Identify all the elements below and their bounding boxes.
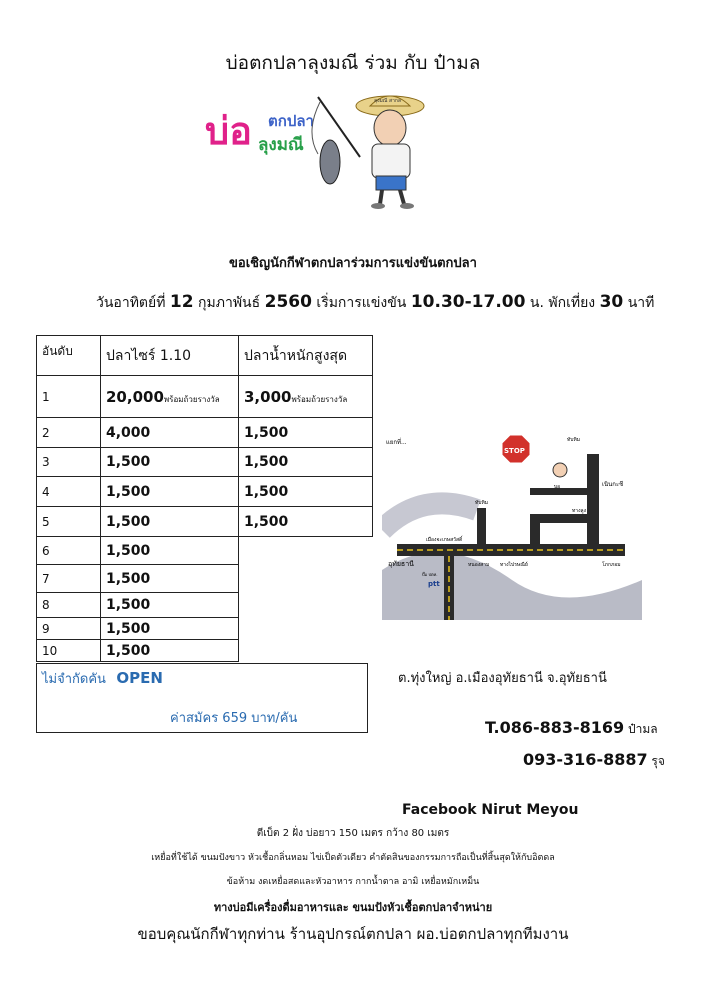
- prize-value: 20,000: [106, 387, 164, 406]
- prize-value: 1,500: [239, 507, 373, 537]
- rank-cell: 8: [37, 593, 101, 618]
- svg-text:เนินกะชี: เนินกะชี: [602, 481, 624, 488]
- prize-value: 1,500: [101, 593, 239, 618]
- entry-fee: ค่าสมัคร 659 บาท/คัน: [170, 711, 298, 726]
- svg-text:STOP: STOP: [504, 447, 525, 455]
- rank-cell: 3: [37, 448, 101, 477]
- svg-text:ทับทิม: ทับทิม: [475, 500, 489, 506]
- trophy-note: พร้อมถ้วยรางวัล: [291, 394, 348, 404]
- phone-1: T.086-883-8169 ป๋ามล: [485, 718, 658, 737]
- thanks-line: ขอบคุณนักกีฬาทุกท่าน ร้านอุปกรณ์ตกปลา ผอ.บ่อตกปลาทุกทีมงาน: [137, 925, 569, 943]
- trophy-note: พร้อมถ้วยรางวัล: [163, 394, 220, 404]
- svg-text:ทางไปรษณีย์: ทางไปรษณีย์: [500, 562, 528, 568]
- fish-icon: [320, 140, 340, 184]
- rank-cell: 4: [37, 477, 101, 507]
- prize-value: 1,500: [239, 477, 373, 507]
- prohibited-bait: ข้อห้าม งดเหยื่อสดและหัวอาหาร กากน้ำตาล อามิ เหยื่อหมักเหม็น: [226, 877, 480, 887]
- food-notice: ทางบ่อมีเครื่องดื่มอาหารและ ขนมปังหัวเชื้อตกปลาจำหน่าย: [213, 901, 493, 914]
- location-map: [382, 430, 642, 620]
- rank-cell: 2: [37, 418, 101, 448]
- svg-text:บอ: บอ: [554, 484, 561, 490]
- header-col1: ปลาไซร์ 1.10: [101, 336, 239, 376]
- invitation-heading: ขอเชิญนักกีฬาตกปลาร่วมการแข่งขันตกปลา: [229, 256, 477, 271]
- prize-value: 1,500: [101, 477, 239, 507]
- svg-text:แยกที่...: แยกที่...: [386, 439, 407, 446]
- prize-value: 1,500: [101, 565, 239, 593]
- logo-text-name: ลุงมณี: [258, 135, 304, 155]
- svg-text:ลุงมณี สากล: ลุงมณี สากล: [374, 98, 401, 104]
- rank-cell: 5: [37, 507, 101, 537]
- logo-text-sub: ตกปลา: [268, 112, 314, 130]
- fisherman-logo: [200, 92, 440, 210]
- pond-details: ตีเบ็ต 2 ฝั่ง บ่อยาว 150 เมตร กว้าง 80 เมตร: [256, 828, 450, 839]
- rank-cell: 7: [37, 565, 101, 593]
- svg-text:เมืองจะเกษสวัสดิ์: เมืองจะเกษสวัสดิ์: [426, 537, 463, 543]
- header-col2: ปลาน้ำหนักสูงสุด: [239, 336, 373, 376]
- logo-text-main: บ่อ: [205, 109, 252, 153]
- prize-value: 1,500: [239, 448, 373, 477]
- rank-cell: 10: [37, 640, 101, 662]
- svg-text:ปั๊ม ปตท.: ปั๊ม ปตท.: [422, 572, 438, 577]
- prize-value: 1,500: [101, 448, 239, 477]
- prize-value: 1,500: [101, 640, 239, 662]
- ptt-logo: ptt: [428, 580, 440, 588]
- rank-cell: 1: [37, 376, 101, 418]
- page-title: บ่อตกปลาลุงมณี ร่วม กับ ป๋ามล: [225, 52, 481, 74]
- event-date-line: วันอาทิตย์ที่ 12 กุมภาพันธ์ 2560 เริ่มการแข่งขัน 10.30-17.00 น. พักเที่ยง 30 นาที: [96, 292, 655, 312]
- facebook-contact: Facebook Nirut Meyou: [402, 802, 579, 818]
- rank-cell: 9: [37, 618, 101, 640]
- prize-table: [36, 335, 373, 662]
- svg-text:หนองสาม: หนองสาม: [468, 562, 490, 568]
- header-rank: อันดับ: [37, 336, 101, 376]
- svg-text:ทับทิม: ทับทิม: [567, 437, 581, 443]
- svg-text:ทางลูง: ทางลูง: [572, 508, 587, 514]
- prize-value: 1,500: [239, 418, 373, 448]
- bait-rules: เหยื่อที่ใช้ได้ ขนมปังขาว หัวเชื้อกลิ่นหอม ไข่เป็ดตัวเดียว คำตัดสินของกรรมการถือเป็นที่สิ้นสุดให้กับอิตดล: [151, 853, 555, 863]
- prize-value: 1,500: [101, 537, 239, 565]
- svg-text:อุทัยธานี: อุทัยธานี: [388, 560, 414, 568]
- prize-value: 4,000: [101, 418, 239, 448]
- open-class-label: ไม่จำกัดคัน OPEN: [42, 669, 163, 687]
- address: ต.ทุ่งใหญ่ อ.เมืองอุทัยธานี จ.อุทัยธานี: [398, 671, 607, 686]
- phone-2: 093-316-8887 รุจ: [523, 750, 665, 769]
- prize-value: 1,500: [101, 507, 239, 537]
- svg-text:โภกภอม: โภกภอม: [602, 562, 621, 568]
- rank-cell: 6: [37, 537, 101, 565]
- prize-value: 3,000: [244, 387, 292, 406]
- prize-value: 1,500: [101, 618, 239, 640]
